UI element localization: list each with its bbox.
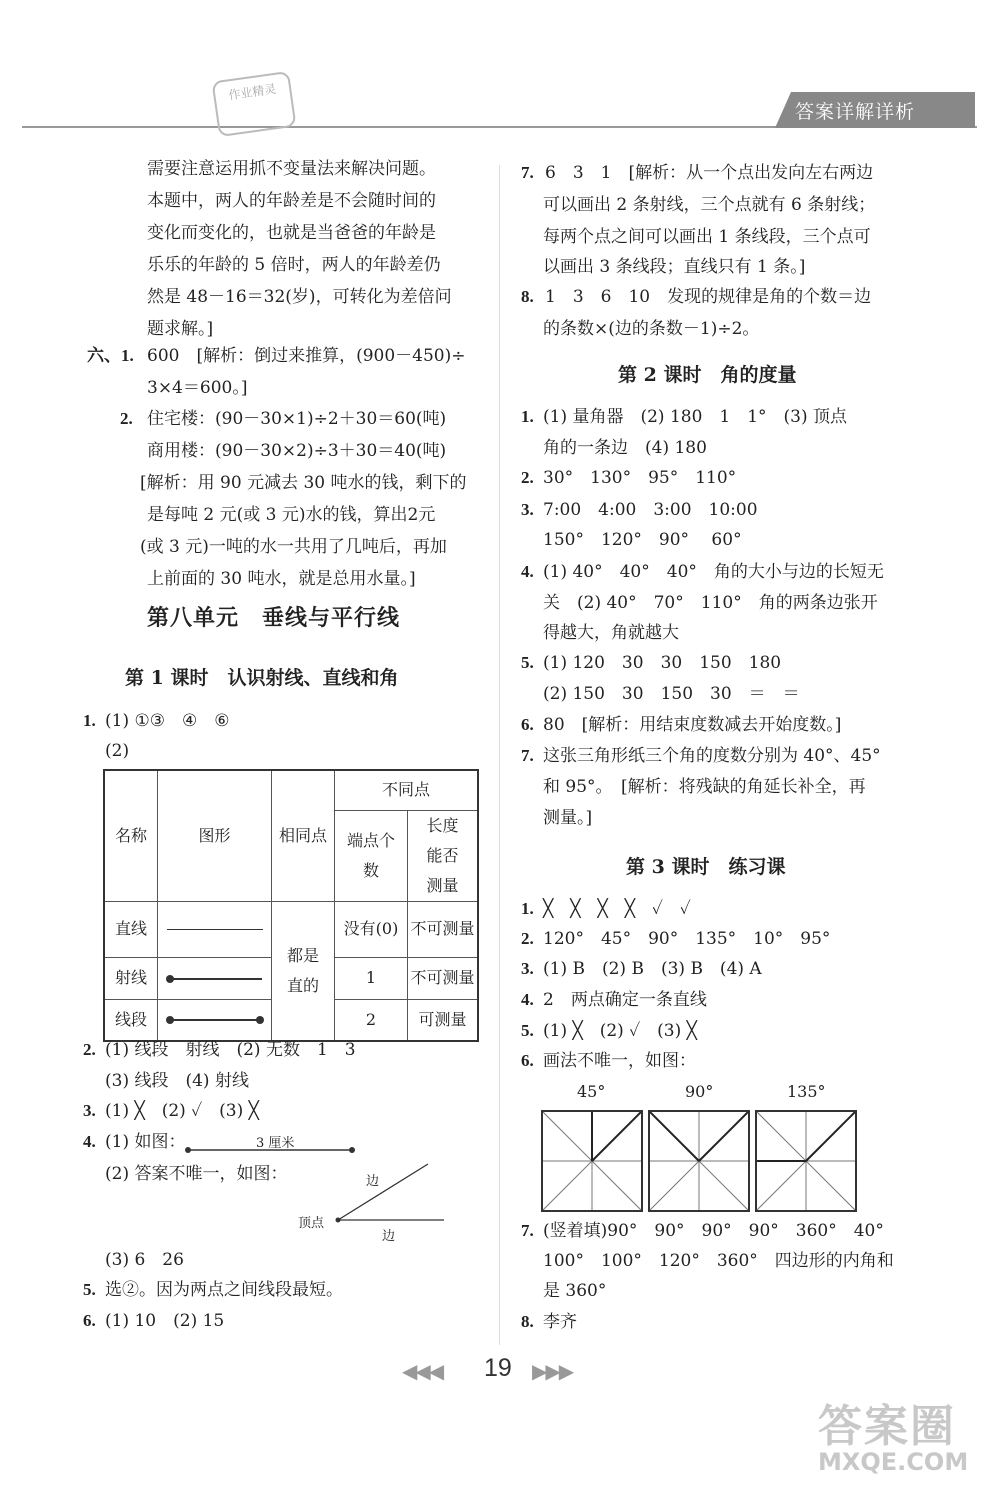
- q4-length-label: 3 厘米: [256, 1136, 295, 1151]
- r-q7-line: 6 3 1 [解析：从一个点出发向左右两边: [545, 163, 874, 183]
- left-para-line: 变化而变化的，也就是当爸爸的年龄是: [147, 223, 436, 243]
- l3-q3-line: (1) B (2) B (3) B (4) A: [543, 959, 762, 979]
- l3-q8-line: 李齐: [543, 1312, 577, 1332]
- row-name: 射线: [104, 957, 158, 999]
- prev-page-icon[interactable]: ◀◀◀: [402, 1359, 443, 1383]
- l3-q1-line: ╳ ╳ ╳ ╳ ✓ ✓: [543, 899, 691, 919]
- q4-angle-drawing: [330, 1160, 450, 1230]
- header-section-title: 答案详解详析: [795, 101, 916, 123]
- table-header-name: 名称: [104, 770, 158, 901]
- q2-line: (1) 线段 射线 (2) 无数 1 3: [105, 1040, 356, 1060]
- header-logo: 作业精灵: [211, 71, 296, 137]
- watermark-mark: 答案圈: [818, 1401, 956, 1452]
- line-figure: [158, 901, 272, 957]
- page-number: 19: [484, 1354, 512, 1382]
- l3-q5-line: (1) ╳ (2) ✓ (3) ╳: [543, 1021, 697, 1041]
- l3-q7-line: 是 360°: [543, 1281, 607, 1301]
- row-measure: 不可测量: [408, 957, 479, 999]
- l3-q7-line: (竖着填)90° 90° 90° 90° 360° 40°: [543, 1221, 884, 1241]
- row-name: 直线: [104, 901, 158, 957]
- q3-line: (1) ╳ (2) ✓ (3) ╳: [105, 1101, 259, 1121]
- q1-part2: (2): [105, 741, 130, 761]
- q-six-2-line: (或 3 元)一吨的水一共用了几吨后，再加: [140, 537, 447, 557]
- q-six-1-number: 六、1.: [87, 346, 134, 365]
- l3-q8-number: 8.: [521, 1312, 534, 1331]
- angle-grid-90: [648, 1110, 750, 1212]
- l3-q4-number: 4.: [521, 990, 534, 1009]
- row-endpoints: 1: [335, 957, 408, 999]
- row-measure: 可测量: [408, 999, 479, 1041]
- l2-q3-line: 150° 120° 90° 60°: [543, 530, 742, 550]
- table-header-same: 相同点: [272, 770, 335, 901]
- q-six-2-line: 商用楼：(90－30×2)÷3＋30＝40(吨): [147, 441, 447, 461]
- l3-q1-number: 1.: [521, 899, 534, 918]
- angle-grid-45: [541, 1110, 643, 1212]
- q3-number: 3.: [83, 1101, 96, 1120]
- l2-q1-line: (1) 量角器 (2) 180 1 1° (3) 顶点: [543, 407, 848, 427]
- q-six-2-line: 是每吨 2 元(或 3 元)水的钱，算出2元: [147, 505, 436, 525]
- l3-q4-line: 2 两点确定一条直线: [543, 990, 707, 1010]
- l2-q3-line: 7:00 4:00 3:00 10:00: [543, 500, 758, 520]
- lesson-1-title: 第 1 课时 认识射线、直线和角: [125, 667, 399, 689]
- r-q8-number: 8.: [521, 287, 534, 306]
- l3-q2-line: 120° 45° 90° 135° 10° 95°: [543, 929, 831, 949]
- l2-q5-line: (2) 150 30 150 30 ＝ ＝: [543, 684, 800, 704]
- l3-q5-number: 5.: [521, 1021, 534, 1040]
- q4-segment-drawing: [180, 1144, 360, 1156]
- l2-q3-number: 3.: [521, 500, 534, 519]
- row-measure: 不可测量: [408, 901, 479, 957]
- lesson-3-title: 第 3 课时 练习课: [626, 856, 786, 878]
- l2-q4-line: 得越大，角就越大: [543, 623, 679, 643]
- q2-line: (3) 线段 (4) 射线: [105, 1071, 249, 1091]
- q4-part3: (3) 6 26: [105, 1250, 184, 1270]
- l2-q7-line: 和 95°。 [解析：将残缺的角延长补全，再: [543, 777, 866, 797]
- q4-part2: (2) 答案不唯一，如图：: [105, 1164, 288, 1184]
- r-q7-line: 以画出 3 条线段；直线只有 1 条。]: [543, 257, 806, 277]
- angle-grid-135: [755, 1110, 857, 1212]
- l2-q4-line: 关 (2) 40° 70° 110° 角的两条边张开: [543, 593, 878, 613]
- unit-title: 第八单元 垂线与平行线: [147, 605, 401, 631]
- row-name: 线段: [104, 999, 158, 1041]
- l3-q2-number: 2.: [521, 929, 534, 948]
- angle-label-45: 45°: [577, 1082, 606, 1101]
- l2-q1-number: 1.: [521, 407, 534, 426]
- next-page-icon[interactable]: ▶▶▶: [532, 1359, 573, 1383]
- r-q8-line: 的条数×(边的条数－1)÷2。: [543, 319, 760, 339]
- l2-q5-line: (1) 120 30 30 150 180: [543, 653, 782, 673]
- angle-label-90: 90°: [685, 1082, 714, 1101]
- q-six-1-line: 600 [解析：倒过来推算，(900－450)÷: [147, 346, 466, 366]
- table-same-cell: 都是直的: [272, 901, 335, 1041]
- left-para-line: 需要注意运用抓不变量法来解决问题。: [147, 159, 436, 179]
- table-row: [104, 901, 478, 957]
- l2-q6-line: 80 [解析：用结束度数减去开始度数。]: [543, 715, 842, 735]
- l2-q7-number: 7.: [521, 746, 534, 765]
- table-header-figure: 图形: [158, 770, 272, 901]
- l3-q6-line: 画法不唯一，如图：: [543, 1051, 696, 1071]
- q5-line: 选②。因为两点之间线段最短。: [105, 1280, 343, 1300]
- q-six-1-line: 3×4＝600。]: [147, 378, 248, 398]
- angle-label-135: 135°: [787, 1082, 826, 1101]
- l2-q7-line: 测量。]: [543, 808, 593, 828]
- segment-figure: [158, 999, 272, 1041]
- r-q7-line: 每两个点之间可以画出 1 条线段，三个点可: [543, 227, 871, 247]
- q5-number: 5.: [83, 1280, 96, 1299]
- q4-side-label: 边: [382, 1229, 396, 1244]
- q-six-2-line: 住宅楼：(90－30×1)÷2＋30＝60(吨): [147, 409, 447, 429]
- r-q7-number: 7.: [521, 163, 534, 182]
- table-header-measurable: 长度能否测量: [408, 810, 479, 901]
- q4-number: 4.: [83, 1132, 96, 1151]
- row-endpoints: 2: [335, 999, 408, 1041]
- q4-side-label: 边: [366, 1174, 380, 1189]
- left-para-line: 然是 48－16＝32(岁)，可转化为差倍问: [147, 287, 452, 307]
- l3-q3-number: 3.: [521, 959, 534, 978]
- r-q7-line: 可以画出 2 条射线，三个点就有 6 条射线；: [543, 195, 876, 215]
- l3-q7-line: 100° 100° 120° 360° 四边形的内角和: [543, 1251, 894, 1271]
- q-six-2-number: 2.: [120, 409, 133, 428]
- left-para-line: 题求解。]: [147, 319, 214, 339]
- line-comparison-table: [103, 769, 479, 1042]
- watermark-site: MXQE.COM: [818, 1448, 969, 1476]
- l2-q4-line: (1) 40° 40° 40° 角的大小与边的长短无: [543, 562, 884, 582]
- l2-q5-number: 5.: [521, 653, 534, 672]
- table-header-different: 不同点: [335, 770, 479, 810]
- q-six-2-line: 上前面的 30 吨水，就是总用水量。]: [147, 569, 416, 589]
- l2-q2-number: 2.: [521, 468, 534, 487]
- row-endpoints: 没有(0): [335, 901, 408, 957]
- r-q8-line: 1 3 6 10 发现的规律是角的个数＝边: [545, 287, 872, 307]
- q2-number: 2.: [83, 1040, 96, 1059]
- ray-figure: [158, 957, 272, 999]
- column-divider: [499, 165, 500, 1345]
- l2-q1-line: 角的一条边 (4) 180: [543, 438, 707, 458]
- l3-q6-number: 6.: [521, 1051, 534, 1070]
- q-six-2-line: [解析：用 90 元减去 30 吨水的钱，剩下的: [140, 473, 467, 493]
- left-para-line: 本题中，两人的年龄差是不会随时间的: [147, 191, 436, 211]
- l2-q4-number: 4.: [521, 562, 534, 581]
- lesson-2-title: 第 2 课时 角的度量: [618, 364, 797, 386]
- l2-q7-line: 这张三角形纸三个角的度数分别为 40°、45°: [543, 746, 881, 766]
- q1-part1: (1) ①③ ④ ⑥: [105, 711, 230, 731]
- l3-q7-number: 7.: [521, 1221, 534, 1240]
- l2-q2-line: 30° 130° 95° 110°: [543, 468, 737, 488]
- left-para-line: 乐乐的年龄的 5 倍时，两人的年龄差仍: [147, 255, 441, 275]
- q6-number: 6.: [83, 1311, 96, 1330]
- l2-q6-number: 6.: [521, 715, 534, 734]
- table-header-endpoints: 端点个数: [335, 810, 408, 901]
- q1-number: 1.: [83, 711, 96, 730]
- q6-line: (1) 10 (2) 15: [105, 1311, 225, 1331]
- q4-vertex-label: 顶点: [298, 1216, 325, 1231]
- q4-part1: (1) 如图：: [105, 1132, 186, 1152]
